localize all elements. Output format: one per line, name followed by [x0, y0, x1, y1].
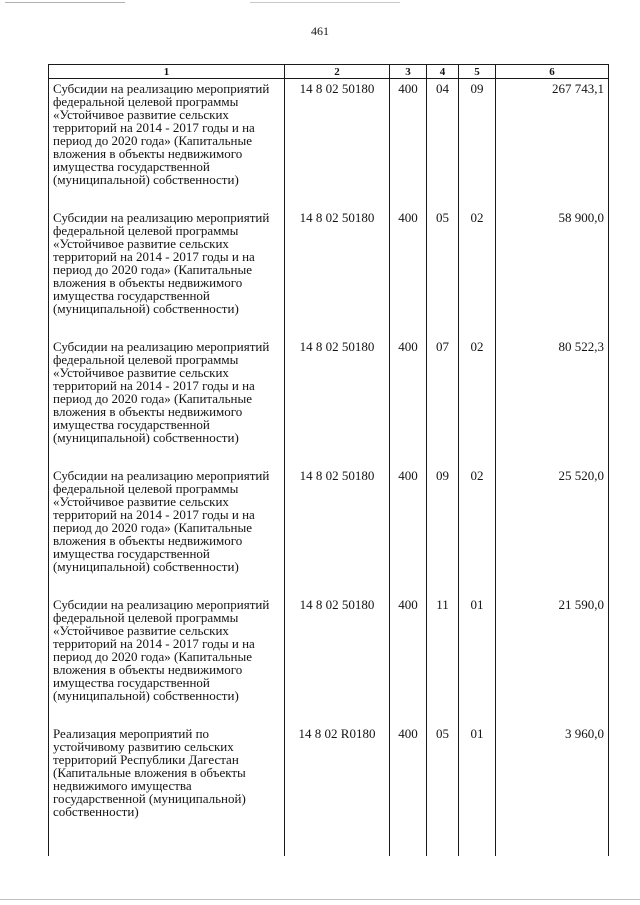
column-header-4: 4: [427, 65, 459, 79]
scan-edge-line: [5, 2, 125, 3]
column-header-5: 5: [459, 65, 496, 79]
row-subsection: 01: [459, 724, 496, 856]
row-subsection: 09: [459, 79, 496, 209]
row-amount: 267 743,1: [496, 79, 609, 209]
row-description: Субсидии на реализацию мероприятий федеральной целевой программы «Устойчивое развитие сельских территорий на 2014 - 2017 годы и на период до 2020 года» (Капитальные вложения в объекты недвижимого имущества государственной (муниципальной) собственности): [49, 466, 285, 595]
row-target-code: 14 8 02 50180: [285, 79, 390, 209]
table-row: [49, 79, 609, 209]
page-number: 461: [311, 24, 329, 38]
row-description: Субсидии на реализацию мероприятий федеральной целевой программы «Устойчивое развитие сельских территорий на 2014 - 2017 годы и на период до 2020 года» (Капитальные вложения в объекты недвижимого имущества государственной (муниципальной) собственности): [49, 595, 285, 724]
row-amount: 58 900,0: [496, 208, 609, 337]
row-target-code: 14 8 02 R0180: [285, 724, 390, 856]
row-expense-type: 400: [390, 466, 427, 595]
row-amount: 25 520,0: [496, 466, 609, 595]
table-row: [49, 208, 609, 337]
budget-table: [48, 64, 609, 856]
row-expense-type: 400: [390, 337, 427, 466]
row-section: 05: [427, 208, 459, 337]
row-expense-type: 400: [390, 208, 427, 337]
row-subsection: 02: [459, 337, 496, 466]
row-amount: 3 960,0: [496, 724, 609, 856]
row-subsection: 02: [459, 208, 496, 337]
row-target-code: 14 8 02 50180: [285, 466, 390, 595]
row-amount: 21 590,0: [496, 595, 609, 724]
row-amount: 80 522,3: [496, 337, 609, 466]
row-section: 05: [427, 724, 459, 856]
row-section: 04: [427, 79, 459, 209]
header-row: [49, 65, 609, 79]
row-target-code: 14 8 02 50180: [285, 208, 390, 337]
column-header-3: 3: [390, 65, 427, 79]
table-row: [49, 724, 609, 856]
row-expense-type: 400: [390, 724, 427, 856]
column-header-2: 2: [285, 65, 390, 79]
row-section: 07: [427, 337, 459, 466]
column-header-1: 1: [49, 65, 285, 79]
row-expense-type: 400: [390, 595, 427, 724]
row-expense-type: 400: [390, 79, 427, 209]
row-subsection: 02: [459, 466, 496, 595]
row-description: Реализация мероприятий по устойчивому развитию сельских территорий Республики Дагестан (Капитальные вложения в объекты недвижимого имущества государственной (муниципальной) собственности): [49, 724, 285, 856]
row-target-code: 14 8 02 50180: [285, 595, 390, 724]
column-header-6: 6: [496, 65, 609, 79]
scan-edge-line: [0, 899, 640, 900]
table-row: [49, 466, 609, 595]
table-row: [49, 337, 609, 466]
row-description: Субсидии на реализацию мероприятий федеральной целевой программы «Устойчивое развитие сельских территорий на 2014 - 2017 годы и на период до 2020 года» (Капитальные вложения в объекты недвижимого имущества государственной (муниципальной) собственности): [49, 337, 285, 466]
row-description: Субсидии на реализацию мероприятий федеральной целевой программы «Устойчивое развитие сельских территорий на 2014 - 2017 годы и на период до 2020 года» (Капитальные вложения в объекты недвижимого имущества государственной (муниципальной) собственности): [49, 208, 285, 337]
row-subsection: 01: [459, 595, 496, 724]
row-section: 09: [427, 466, 459, 595]
table-row: [49, 595, 609, 724]
row-description: Субсидии на реализацию мероприятий федеральной целевой программы «Устойчивое развитие сельских территорий на 2014 - 2017 годы и на период до 2020 года» (Капитальные вложения в объекты недвижимого имущества государственной (муниципальной) собственности): [49, 79, 285, 209]
scan-edge-line: [250, 2, 400, 3]
row-section: 11: [427, 595, 459, 724]
row-target-code: 14 8 02 50180: [285, 337, 390, 466]
